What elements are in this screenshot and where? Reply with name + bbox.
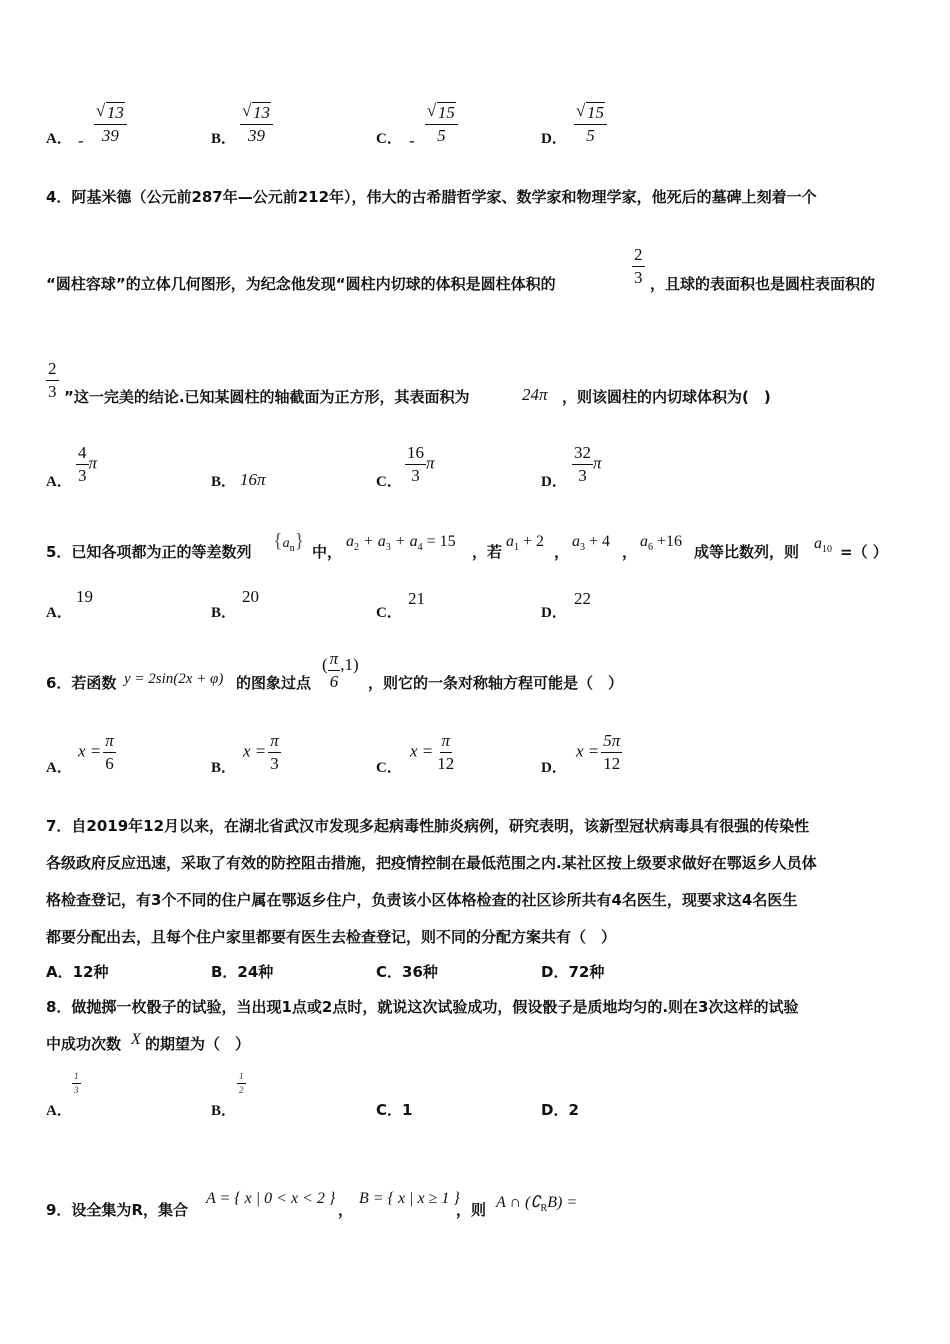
q9-expr: A ∩ (∁ — [496, 1194, 541, 1211]
q5-text5: =（ ） — [840, 543, 888, 561]
q5-a10: $a_{10}$ — [814, 535, 832, 555]
q5-term-a6: $a_6 +16$ — [640, 533, 683, 553]
q4-line2b: ，且球的表面积也是圆柱表面积的 — [650, 275, 876, 293]
q5-option-c-label: C． — [376, 605, 402, 621]
q7-option-a: A．12种 — [46, 963, 109, 981]
q6-point-num: π — [328, 650, 341, 671]
q8-option-d: D．2 — [541, 1101, 579, 1119]
q5-option-d-value: 22 — [574, 589, 591, 608]
q6-option-c-den: 12 — [437, 753, 455, 773]
q5-option-d-label: D． — [541, 605, 567, 621]
q4-fraction-a — [632, 246, 645, 287]
q6-option-c-label: C． — [376, 760, 402, 776]
q4-option-d-den: 3 — [578, 465, 587, 485]
q4-option-c-value — [405, 444, 435, 485]
q3-option-a-sign: - — [78, 131, 84, 151]
q4-option-d-value — [572, 444, 602, 485]
q5-seq-sub: n — [289, 543, 295, 554]
q6-option-d-value: x = $\frac{5\pi}{12}$ — [576, 731, 621, 773]
q8-line2a: 中成功次数 — [46, 1035, 122, 1053]
q6-option-b-num: π — [268, 732, 281, 753]
q3-option-c-den: 5 — [437, 125, 446, 145]
q4-line2a: “圆柱容球”的立体几何图形，为纪念他发现“圆柱内切球的体积是圆柱体积的 — [46, 275, 556, 293]
q4-option-d-num: 32 — [572, 444, 593, 465]
q8-option-c: C．1 — [376, 1101, 413, 1119]
q8-option-b-value — [237, 1072, 246, 1096]
q9-expression — [496, 1192, 577, 1214]
q5-text4: 成等比数列，则 — [694, 543, 800, 561]
q5-option-b-value: 20 — [242, 587, 259, 606]
q3-option-a-num: 13 — [106, 103, 124, 122]
q6-option-c-value: x = $\frac{\pi}{12}$ — [410, 731, 455, 773]
q6-option-a-value: x = $\frac{\pi}{6}$ — [78, 731, 114, 773]
q5-option-a-value: 19 — [76, 587, 93, 606]
q4-frac-b-num: 2 — [46, 360, 59, 381]
q5-term-a3: $a_3 + 4$ — [572, 533, 611, 553]
q4-line3: ”这一完美的结论.已知某圆柱的轴截面为正方形，其表面积为 — [64, 388, 470, 406]
q7-line-2: 各级政府反应迅速，采取了有效的防控阻击措施，把疫情控制在最低范围之内.某社区按上级要求做好在鄂返乡人员体 — [46, 854, 817, 872]
q3-option-b-num: 13 — [253, 103, 270, 122]
q4-frac-b-den: 3 — [48, 381, 57, 401]
q6-option-a-num: π — [103, 732, 116, 753]
q4-frac-a-den: 3 — [634, 267, 643, 287]
q3-option-c-sign: - — [409, 131, 415, 151]
q5-text2: 中， — [312, 543, 343, 561]
q8-option-b-label: B． — [211, 1103, 237, 1119]
q4-option-a-value — [76, 444, 97, 485]
q5-eq: = 15 — [426, 533, 456, 550]
q4-fraction-b — [46, 360, 59, 401]
q4-option-d-pi: π — [593, 453, 602, 473]
q7-line-1: 7．自2019年12月以来，在湖北省武汉市发现多起病毒性肺炎病例，研究表明，该新型冠状病毒具有很强的传染性 — [46, 817, 810, 835]
q3-option-a-value — [78, 103, 127, 151]
q8-option-b-den: 2 — [239, 1085, 244, 1096]
q9-set-b: B = { x | x ≥ 1 } — [359, 1190, 460, 1207]
q5-option-a-label: A． — [46, 605, 72, 621]
q5-term-a1-value: + 2 — [523, 533, 545, 550]
q6-point-den: 6 — [329, 671, 339, 691]
q3-option-d-den: 5 — [586, 125, 595, 145]
q4-line3b: ，则该圆柱的内切球体积为( ) — [562, 388, 771, 406]
q5-term-a1: $a_1 + 2$ — [506, 533, 545, 553]
q7-option-c: C．36种 — [376, 963, 438, 981]
q9-expr-sub: R — [540, 1203, 548, 1214]
q4-option-b-label: B． — [211, 474, 237, 490]
q4-option-a-label: A． — [46, 474, 72, 490]
q6-point-y: ,1) — [340, 655, 359, 675]
q8-line1: 8．做抛掷一枚骰子的试验，当出现1点或2点时，就说这次试验成功，假设骰子是质地均匀的.则在3次这样的试验 — [46, 998, 799, 1016]
q3-option-c-num: 15 — [437, 103, 455, 122]
q9-expr-end: B) = — [547, 1194, 578, 1211]
q9-set-a: A = { x | 0 < x < 2 } — [206, 1190, 336, 1207]
q7-line-4: 都要分配出去，且每个住户家里都要有医生去检查登记，则不同的分配方案共有（ ） — [46, 928, 617, 946]
q4-option-c-label: C． — [376, 474, 402, 490]
q6-option-c-num: π — [440, 732, 453, 753]
q5-text3: ，若 — [472, 543, 503, 561]
q4-line1: 4．阿基米德（公元前287年—公元前212年），伟大的古希腊哲学家、数学家和物理学家，他死后的墓碑上刻着一个 — [46, 188, 817, 206]
q4-option-b-value: 16π — [240, 470, 266, 489]
q5-text1: 5．已知各项都为正的等差数列 — [46, 543, 252, 561]
q6-option-b-value: x = $\frac{\pi}{3}$ — [243, 731, 279, 773]
q5-seq-a: a — [282, 536, 290, 551]
q6-text1: 6．若函数 — [46, 674, 117, 692]
q6-option-d-label: D． — [541, 760, 567, 776]
q4-option-a-den: 3 — [78, 465, 87, 485]
q7-option-d: D．72种 — [541, 963, 605, 981]
q5-term-a3-value: + 4 — [589, 533, 611, 550]
q3-option-c-value — [409, 103, 458, 151]
q9-text2: ，则 — [456, 1201, 487, 1219]
q3-option-b-label: B． — [211, 131, 237, 147]
q4-option-c-num: 16 — [405, 444, 426, 465]
q6-option-a-label: A． — [46, 760, 72, 776]
q3-option-a-den: 39 — [101, 125, 119, 145]
q8-line2b: 的期望为（ ） — [145, 1035, 251, 1053]
q9-text1: 9．设全集为R，集合 — [46, 1201, 188, 1219]
q7-option-b: B．24种 — [211, 963, 274, 981]
q5-sep-1: ， — [554, 543, 570, 561]
q4-option-a-num: 4 — [76, 444, 89, 465]
q8-option-b-num: 1 — [237, 1072, 246, 1084]
q3-option-a-label: A． — [46, 131, 72, 147]
q6-function: y = 2sin(2x + φ) — [124, 671, 224, 687]
q8-var-x: X — [131, 1031, 141, 1048]
q8-option-a-value — [72, 1072, 81, 1096]
q5-option-b-label: B． — [211, 605, 237, 621]
q4-option-a-pi: π — [88, 453, 98, 473]
q3-option-b-den: 39 — [248, 125, 265, 145]
q7-line-3: 格检查登记，有3个不同的住户属在鄂返乡住户，负责该小区体格检查的社区诊所共有4名医生，现要求这4名医生 — [46, 891, 798, 909]
q9-sep: ， — [338, 1201, 354, 1219]
q3-option-d-label: D． — [541, 131, 567, 147]
q4-area: 24π — [522, 385, 548, 404]
q4-option-c-pi: π — [426, 453, 435, 473]
q5-sequence: $\{a_n\}$ — [273, 530, 305, 554]
q3-option-b-value — [240, 104, 273, 145]
q3-option-c-label: C． — [376, 131, 402, 147]
q5-option-c-value: 21 — [408, 589, 425, 608]
q6-option-b-den: 3 — [270, 753, 279, 773]
q6-point: ( $\frac{\pi}{6}$ ,1) — [322, 649, 359, 691]
q4-option-c-den: 3 — [411, 465, 420, 485]
q6-option-d-num: 5π — [601, 732, 622, 753]
q5-sum-expression: $a_2 + a_3 + a_4 = 15$ — [346, 533, 456, 553]
q6-option-a-den: 6 — [105, 753, 114, 773]
q3-option-d-num: 15 — [587, 103, 604, 122]
q4-option-d-label: D． — [541, 474, 567, 490]
q4-frac-a-num: 2 — [632, 246, 645, 267]
q3-option-d-value — [574, 104, 607, 145]
q6-option-b-label: B． — [211, 760, 237, 776]
q5-term-a6-value: +16 — [657, 533, 683, 550]
q5-sep-2: ， — [622, 543, 638, 561]
q8-option-a-num: 1 — [72, 1072, 81, 1084]
q8-option-a-label: A． — [46, 1103, 72, 1119]
q6-text2: 的图象过点 — [236, 674, 312, 692]
q6-option-d-den: 12 — [603, 753, 621, 773]
q8-option-a-den: 3 — [74, 1085, 79, 1096]
q6-text3: ，则它的一条对称轴方程可能是（ ） — [368, 674, 624, 692]
